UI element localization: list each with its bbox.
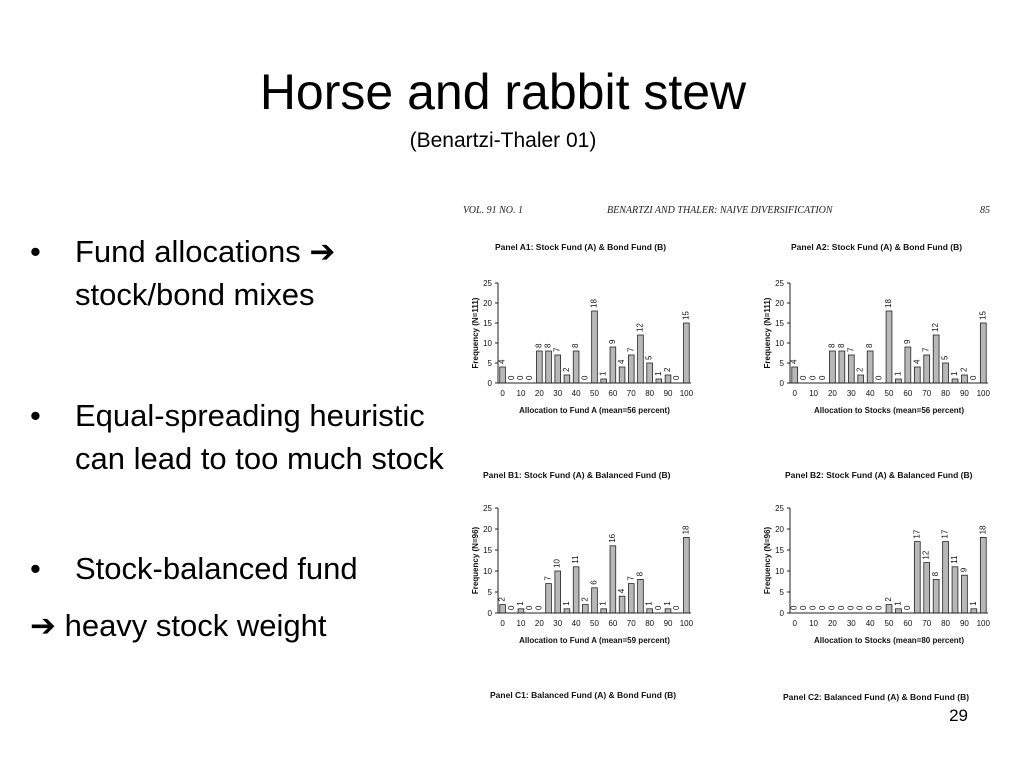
- bar-value-label: 4: [617, 588, 627, 594]
- bar-value-label: 7: [552, 347, 562, 352]
- bar-value-label: 12: [931, 323, 941, 332]
- bar-value-label: 1: [893, 371, 903, 376]
- x-tick-label: 70: [922, 619, 932, 628]
- x-tick-label: 80: [645, 389, 655, 398]
- bar: [610, 347, 616, 383]
- y-tick-label: 0: [779, 609, 784, 618]
- bar: [980, 323, 986, 383]
- bar-value-label: 1: [644, 601, 654, 606]
- bar: [555, 571, 561, 613]
- bar: [582, 605, 588, 613]
- x-tick-label: 20: [534, 619, 544, 628]
- bar-value-label: 0: [968, 375, 978, 380]
- y-tick-label: 10: [483, 567, 492, 576]
- bar: [647, 363, 653, 383]
- bar-value-label: 18: [589, 299, 599, 308]
- bullet-text: Equal-spreading heuristic can lead to too much stock: [75, 398, 444, 476]
- bullet-dot: •: [30, 234, 41, 269]
- bar-value-label: 15: [978, 311, 988, 320]
- scan-header-center: BENARTZI AND THALER: NAIVE DIVERSIFICATION: [607, 205, 833, 216]
- y-tick-label: 0: [779, 379, 784, 388]
- bar: [573, 351, 579, 383]
- bar-value-label: 1: [950, 371, 959, 376]
- y-tick-label: 10: [483, 339, 492, 348]
- bar: [555, 355, 561, 383]
- y-tick-label: 5: [779, 359, 784, 368]
- bar: [792, 367, 798, 383]
- bar: [665, 609, 671, 613]
- bar: [896, 609, 902, 613]
- x-tick-label: 100: [976, 619, 990, 628]
- bar-value-label: 8: [865, 343, 875, 348]
- chart-title: Panel B2: Stock Fund (A) & Balanced Fund (B): [785, 470, 973, 480]
- bar-value-label: 7: [543, 576, 553, 581]
- bar-value-label: 0: [799, 605, 809, 610]
- bar: [592, 311, 598, 383]
- bar: [867, 351, 873, 383]
- scan-header-left: VOL. 91 NO. 1: [463, 205, 523, 216]
- bar: [952, 379, 958, 383]
- bar-value-label: 0: [789, 605, 799, 610]
- bar-chart-panel: [471, 470, 694, 645]
- bar: [924, 355, 930, 383]
- bullet-text: Stock-balanced fund: [75, 551, 358, 586]
- bar-value-label: 4: [912, 359, 922, 364]
- bar-value-label: 0: [874, 605, 884, 610]
- bar-value-label: 12: [635, 323, 645, 332]
- bar-value-label: 0: [818, 605, 827, 610]
- bar-value-label: 17: [912, 529, 922, 539]
- bar-value-label: 5: [644, 355, 654, 360]
- bar: [980, 537, 986, 613]
- bar: [619, 367, 625, 383]
- bar: [665, 375, 671, 383]
- bar-chart-panel: [763, 470, 991, 645]
- bar-value-label: 2: [561, 367, 571, 372]
- bullet-text: Fund allocations ➔ stock/bond mixes: [75, 234, 336, 312]
- x-axis-label: Allocation to Stocks (mean=80 percent): [813, 636, 965, 645]
- bar-value-label: 7: [626, 347, 636, 352]
- x-tick-label: 10: [516, 619, 526, 628]
- y-tick-label: 15: [775, 546, 784, 555]
- y-tick-label: 5: [779, 588, 784, 597]
- x-tick-label: 90: [663, 619, 673, 628]
- x-tick-label: 70: [626, 619, 636, 628]
- bar-value-label: 8: [543, 343, 553, 348]
- bar: [848, 355, 854, 383]
- bar-value-label: 1: [598, 371, 608, 376]
- x-tick-label: 10: [809, 389, 819, 398]
- x-tick-label: 30: [846, 389, 856, 398]
- bar: [896, 379, 902, 383]
- bar: [943, 542, 949, 613]
- bar: [933, 335, 939, 383]
- y-axis-label: Frequency (N=111): [471, 297, 480, 369]
- x-tick-label: 50: [590, 389, 599, 398]
- y-tick-label: 15: [483, 546, 492, 555]
- bar-value-label: 9: [959, 567, 969, 573]
- bar-value-label: 0: [799, 375, 809, 380]
- x-tick-label: 60: [903, 389, 913, 398]
- bar: [914, 542, 920, 613]
- x-tick-label: 90: [959, 619, 969, 628]
- x-tick-label: 80: [941, 389, 951, 398]
- x-tick-label: 50: [884, 389, 894, 398]
- bar: [933, 579, 939, 613]
- scan-header-right: 85: [980, 205, 990, 216]
- bar: [858, 375, 864, 383]
- bullet-dot: •: [30, 398, 41, 433]
- bar-value-label: 0: [653, 605, 663, 610]
- bar: [628, 584, 634, 613]
- x-tick-label: 30: [553, 619, 563, 628]
- bar: [601, 379, 607, 383]
- bar: [601, 609, 607, 613]
- bar: [546, 584, 552, 613]
- x-tick-label: 0: [792, 619, 797, 628]
- bar-value-label: 9: [902, 339, 912, 344]
- bar: [914, 367, 920, 383]
- bar-value-label: 9: [607, 339, 617, 344]
- bar: [500, 605, 506, 613]
- x-tick-label: 80: [645, 619, 655, 628]
- x-tick-label: 40: [865, 389, 875, 398]
- x-tick-label: 60: [608, 619, 618, 628]
- bar-value-label: 1: [968, 601, 978, 606]
- bar-value-label: 0: [515, 375, 525, 380]
- x-axis-label: Allocation to Fund A (mean=59 percent): [519, 636, 670, 645]
- bar: [886, 311, 892, 383]
- bar-value-label: 7: [626, 576, 636, 581]
- bar-chart-panel: [471, 242, 694, 415]
- x-tick-label: 100: [679, 389, 694, 398]
- x-tick-label: 60: [608, 389, 618, 398]
- y-tick-label: 5: [487, 359, 492, 368]
- bar-value-label: 1: [663, 601, 673, 606]
- bar: [830, 351, 836, 383]
- bar: [500, 367, 506, 383]
- y-tick-label: 20: [775, 525, 784, 534]
- bar-value-label: 2: [855, 367, 865, 372]
- bar-value-label: 8: [931, 571, 941, 577]
- x-tick-label: 40: [865, 619, 875, 628]
- x-tick-label: 50: [884, 619, 894, 628]
- y-tick-label: 0: [487, 379, 492, 388]
- y-tick-label: 5: [487, 588, 492, 597]
- y-tick-label: 25: [483, 504, 492, 513]
- bar: [610, 546, 616, 613]
- bar: [943, 363, 949, 383]
- bar: [537, 351, 543, 383]
- x-tick-label: 70: [626, 389, 636, 398]
- chart-title: Panel A1: Stock Fund (A) & Bond Fund (B): [495, 242, 667, 252]
- bar-value-label: 8: [534, 343, 544, 348]
- x-tick-label: 90: [663, 389, 673, 398]
- bar-value-label: 8: [827, 343, 837, 348]
- bar: [546, 351, 552, 383]
- bar: [573, 567, 579, 613]
- y-tick-label: 20: [483, 525, 492, 534]
- bar: [952, 567, 958, 613]
- bar-value-label: 4: [789, 359, 799, 364]
- bar-value-label: 0: [672, 375, 682, 380]
- y-axis-label: Frequency (N=96): [763, 526, 772, 595]
- bar-value-label: 0: [534, 605, 544, 610]
- bar-value-label: 16: [607, 533, 617, 543]
- x-tick-label: 30: [553, 389, 563, 398]
- bar-value-label: 18: [978, 525, 988, 535]
- page-number: 29: [949, 706, 968, 725]
- x-tick-label: 10: [809, 619, 819, 628]
- x-tick-label: 90: [959, 389, 969, 398]
- bar: [564, 609, 570, 613]
- y-tick-label: 25: [775, 279, 784, 288]
- bar-value-label: 8: [635, 571, 645, 577]
- charts-layer: [471, 242, 991, 645]
- x-tick-label: 60: [903, 619, 913, 628]
- bar-chart-panel: [763, 242, 991, 415]
- panel-footer-left: Panel C1: Balanced Fund (A) & Bond Fund (B): [490, 690, 677, 700]
- bar-value-label: 0: [818, 375, 827, 380]
- bar-value-label: 0: [506, 375, 516, 380]
- bar-value-label: 0: [580, 375, 590, 380]
- bar-value-label: 6: [589, 580, 599, 585]
- arrow-line: ➔ heavy stock weight: [30, 608, 327, 643]
- bar-value-label: 11: [571, 555, 581, 564]
- bar: [924, 563, 930, 613]
- bar-value-label: 0: [836, 605, 846, 610]
- bar-value-label: 0: [808, 375, 818, 380]
- slide-subtitle: (Benartzi-Thaler 01): [409, 129, 597, 152]
- bar-value-label: 0: [902, 605, 912, 610]
- bar: [684, 537, 690, 613]
- bar: [886, 605, 892, 613]
- bar-value-label: 4: [617, 359, 627, 364]
- bar-value-label: 1: [653, 371, 663, 376]
- bar: [684, 323, 690, 383]
- bar: [647, 609, 653, 613]
- x-tick-label: 0: [792, 389, 797, 398]
- figure-svg: [455, 188, 1003, 708]
- bar-value-label: 0: [506, 605, 516, 610]
- bar-value-label: 2: [884, 597, 893, 602]
- bar-value-label: 18: [884, 299, 893, 308]
- bullet-dot: •: [30, 551, 41, 586]
- bar-value-label: 2: [663, 367, 673, 372]
- bar-value-label: 7: [921, 347, 931, 352]
- x-tick-label: 40: [571, 389, 581, 398]
- y-tick-label: 15: [483, 319, 492, 328]
- bar-value-label: 11: [950, 555, 959, 564]
- x-axis-label: Allocation to Fund A (mean=56 percent): [519, 406, 670, 415]
- bar: [592, 588, 598, 613]
- bar-value-label: 10: [552, 559, 562, 568]
- x-tick-label: 30: [846, 619, 856, 628]
- bar-value-label: 1: [561, 601, 571, 606]
- bar: [656, 379, 662, 383]
- y-tick-label: 10: [775, 567, 784, 576]
- bar-value-label: 17: [940, 529, 950, 539]
- y-axis-label: Frequency (N=96): [471, 526, 480, 595]
- slide-title: Horse and rabbit stew: [259, 64, 747, 120]
- bar-value-label: 0: [865, 605, 875, 610]
- bar: [962, 375, 968, 383]
- bar-value-label: 12: [921, 550, 931, 560]
- bar-value-label: 0: [846, 605, 856, 610]
- bar: [619, 596, 625, 613]
- bar-value-label: 1: [893, 601, 903, 606]
- bar-value-label: 5: [940, 355, 950, 360]
- bar-value-label: 7: [846, 347, 856, 352]
- bar-value-label: 8: [571, 343, 581, 348]
- x-tick-label: 50: [590, 619, 599, 628]
- bar: [518, 609, 524, 613]
- x-tick-label: 0: [500, 389, 505, 398]
- y-tick-label: 25: [483, 279, 492, 288]
- bar: [564, 375, 570, 383]
- y-tick-label: 15: [775, 319, 784, 328]
- x-tick-label: 10: [516, 389, 526, 398]
- chart-title: Panel A2: Stock Fund (A) & Bond Fund (B): [791, 242, 963, 252]
- y-tick-label: 20: [483, 299, 492, 308]
- bar-value-label: 2: [497, 597, 507, 602]
- paper-figure-scan: [455, 188, 1003, 708]
- bar: [962, 575, 968, 613]
- bar-value-label: 8: [836, 343, 846, 348]
- bar-value-label: 0: [525, 375, 535, 380]
- bar-value-label: 18: [681, 525, 691, 535]
- bar: [971, 609, 977, 613]
- y-axis-label: Frequency (N=111): [763, 297, 772, 369]
- x-tick-label: 20: [534, 389, 544, 398]
- x-tick-label: 20: [827, 619, 837, 628]
- chart-title: Panel B1: Stock Fund (A) & Balanced Fund (B): [483, 470, 671, 480]
- x-tick-label: 100: [679, 619, 694, 628]
- y-tick-label: 20: [775, 299, 784, 308]
- x-tick-label: 20: [827, 389, 837, 398]
- x-tick-label: 80: [941, 619, 951, 628]
- bar-value-label: 1: [515, 601, 525, 606]
- y-tick-label: 10: [775, 339, 784, 348]
- bar-value-label: 0: [525, 605, 535, 610]
- y-tick-label: 25: [775, 504, 784, 513]
- bar-value-label: 2: [580, 597, 590, 602]
- bar-value-label: 1: [598, 601, 608, 606]
- bar-value-label: 4: [497, 359, 507, 364]
- x-tick-label: 40: [571, 619, 581, 628]
- panel-footer-right: Panel C2: Balanced Fund (A) & Bond Fund (B): [783, 692, 970, 702]
- bar-value-label: 0: [827, 605, 837, 610]
- bar: [839, 351, 845, 383]
- bar-value-label: 0: [672, 605, 682, 610]
- bar-value-label: 15: [681, 311, 691, 320]
- bar-value-label: 2: [959, 367, 969, 372]
- x-tick-label: 0: [500, 619, 505, 628]
- bar-value-label: 0: [808, 605, 818, 610]
- bar: [638, 335, 644, 383]
- x-tick-label: 70: [922, 389, 932, 398]
- bar: [638, 579, 644, 613]
- x-tick-label: 100: [976, 389, 990, 398]
- bar: [905, 347, 911, 383]
- bar-value-label: 0: [855, 605, 865, 610]
- y-tick-label: 0: [487, 609, 492, 618]
- x-axis-label: Allocation to Stocks (mean=56 percent): [813, 406, 965, 415]
- bar: [628, 355, 634, 383]
- bar-value-label: 0: [874, 375, 884, 380]
